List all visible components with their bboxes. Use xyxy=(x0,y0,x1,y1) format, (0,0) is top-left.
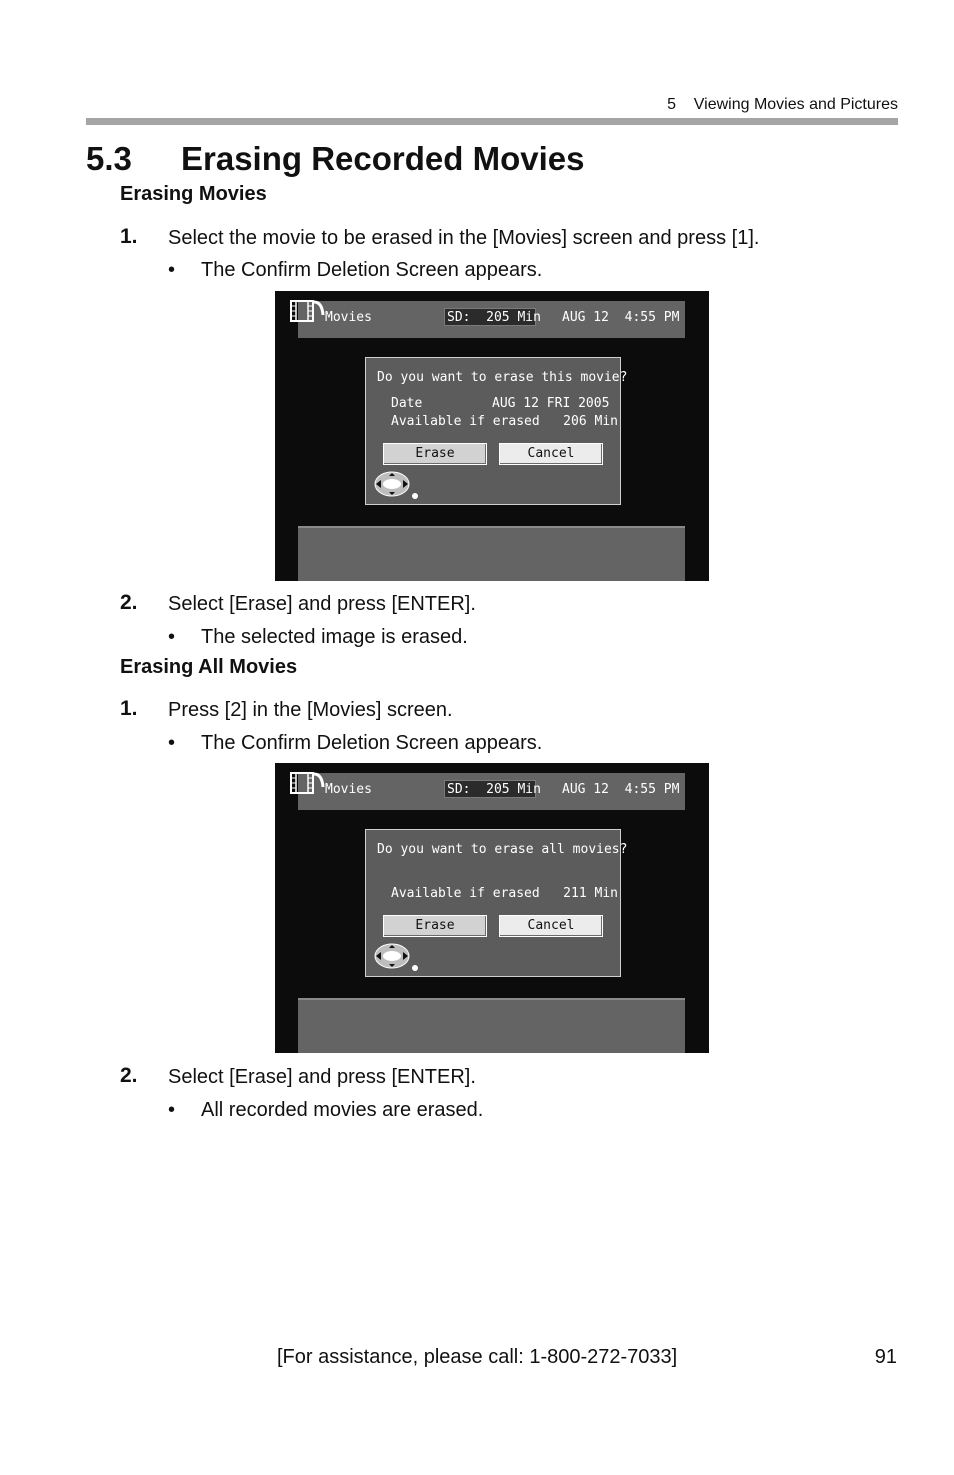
screen-footer-bar xyxy=(298,526,685,581)
bullet: • xyxy=(168,732,176,754)
step-text: Press [2] in the [Movies] screen. xyxy=(168,699,453,721)
sd-capacity: SD: 205 Min xyxy=(447,310,541,325)
dialog-question: Do you want to erase all movies? xyxy=(377,842,628,857)
step-number: 2. xyxy=(120,591,138,614)
cancel-button[interactable]: Cancel xyxy=(499,443,603,465)
film-reel-icon xyxy=(289,299,325,323)
bullet-text: All recorded movies are erased. xyxy=(201,1099,484,1121)
bullet-text: The Confirm Deletion Screen appears. xyxy=(201,732,543,754)
step-text: Select the movie to be erased in the [Movies] screen and press [1]. xyxy=(168,227,760,249)
date-label: Date xyxy=(391,396,423,411)
erase-button[interactable]: Erase xyxy=(383,915,487,937)
running-head xyxy=(667,96,898,114)
subheading-erasing-all-movies: Erasing All Movies xyxy=(120,656,298,678)
cancel-button[interactable]: Cancel xyxy=(499,915,603,937)
bullet-text: The Confirm Deletion Screen appears. xyxy=(201,259,543,281)
directional-pad-icon xyxy=(371,469,421,501)
chapter-title: Viewing Movies and Pictures xyxy=(693,96,898,113)
section-number: 5.3 xyxy=(86,140,132,177)
screen-footer-bar xyxy=(298,998,685,1053)
confirm-deletion-screen-single xyxy=(275,291,709,581)
section-title: Erasing Recorded Movies xyxy=(181,140,585,177)
film-reel-icon xyxy=(289,771,325,795)
confirm-dialog xyxy=(365,357,628,505)
screen-clock: AUG 12 4:55 PM xyxy=(562,310,680,325)
step-text: Select [Erase] and press [ENTER]. xyxy=(168,1066,476,1088)
erase-button[interactable]: Erase xyxy=(383,443,487,465)
assistance-footer: [For assistance, please call: 1-800-272-7033] xyxy=(277,1346,678,1368)
confirm-dialog xyxy=(365,829,628,977)
chapter-number: 5 xyxy=(667,96,676,113)
available-if-erased: Available if erased 211 Min xyxy=(391,886,618,901)
sd-capacity: SD: 205 Min xyxy=(447,782,541,797)
bullet: • xyxy=(168,1099,176,1121)
step-number: 2. xyxy=(120,1064,138,1087)
bullet-text: The selected image is erased. xyxy=(201,626,468,648)
date-value: AUG 12 FRI 2005 xyxy=(492,396,610,411)
step-number: 1. xyxy=(120,697,138,720)
confirm-deletion-screen-all xyxy=(275,763,709,1053)
header-rule xyxy=(86,118,898,125)
bullet: • xyxy=(168,259,176,281)
screen-title: Movies xyxy=(325,310,372,325)
available-if-erased: Available if erased 206 Min xyxy=(391,414,618,429)
step-number: 1. xyxy=(120,225,138,248)
step-text: Select [Erase] and press [ENTER]. xyxy=(168,593,476,615)
subheading-erasing-movies: Erasing Movies xyxy=(120,183,267,205)
page-number: 91 xyxy=(874,1346,897,1368)
bullet: • xyxy=(168,626,176,648)
screen-title: Movies xyxy=(325,782,372,797)
directional-pad-icon xyxy=(371,941,421,973)
dialog-question: Do you want to erase this movie? xyxy=(377,370,628,385)
screen-clock: AUG 12 4:55 PM xyxy=(562,782,680,797)
